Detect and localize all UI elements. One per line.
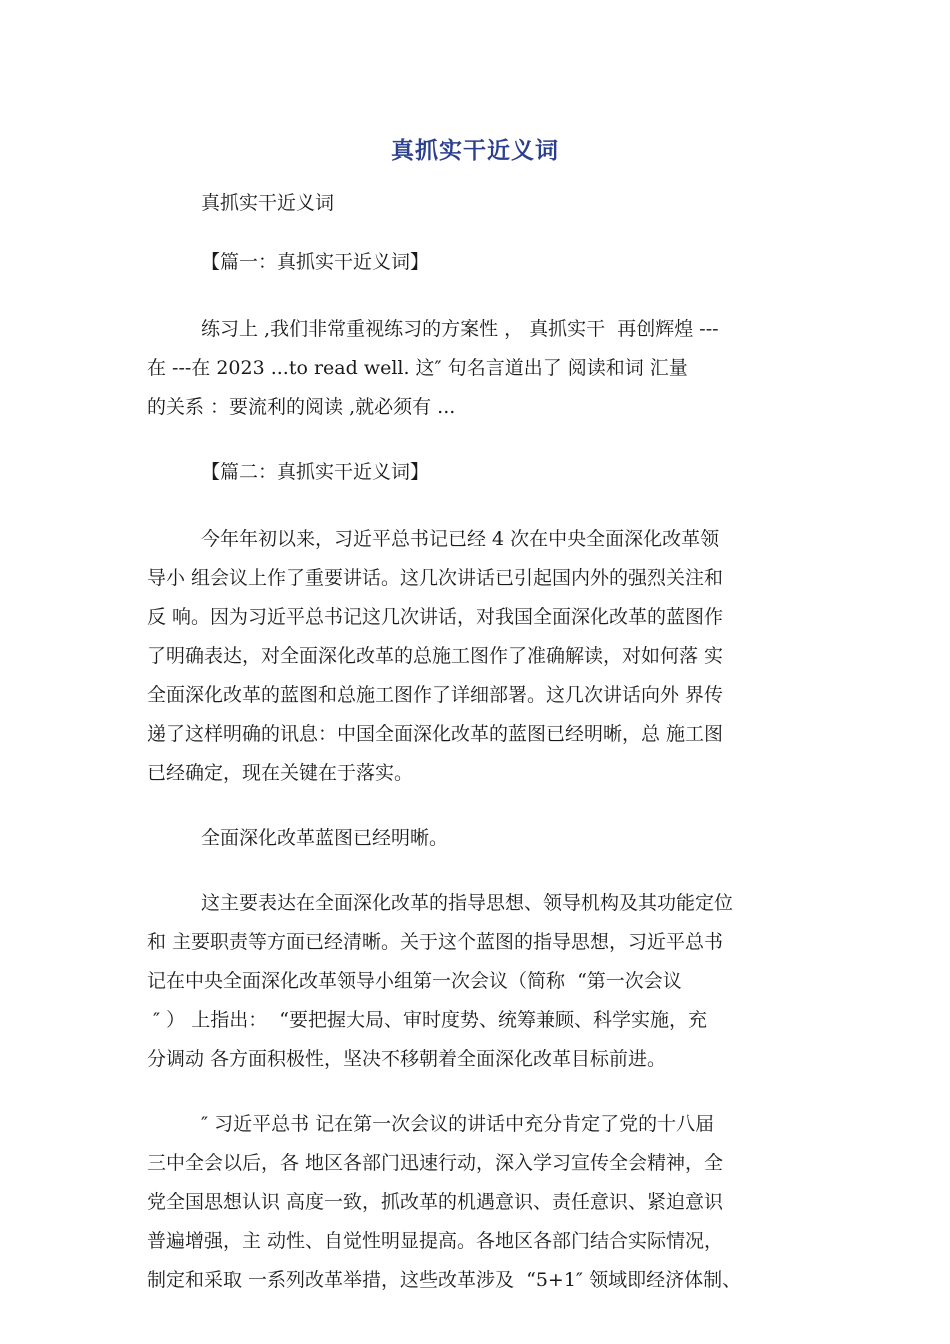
text-line: 普遍增强，主 动性、自觉性明显提高。各地区各部门结合实际情况， (147, 1230, 724, 1252)
paragraph (147, 184, 815, 223)
document-body (147, 184, 815, 1320)
text-line: 递了这样明确的讯息：中国全面深化改革的蓝图已经明晰，总 施工图 (147, 723, 724, 745)
text-line: 【篇二：真抓实干近义词】 (201, 461, 430, 483)
text-line: 全面深化改革的蓝图和总施工图作了详细部署。这几次讲话向外 界传 (147, 684, 724, 706)
text-line: 练习上 ,我们非常重视练习的方案性 ， 真抓实干 再创辉煌 --- (201, 318, 719, 340)
text-line: 记在中央全面深化改革领导小组第一次会议（简称 “第一次会议 (147, 970, 682, 992)
text-line: 制定和采取 一系列改革举措，这些改革涉及 “5+1″ 领域即经济体制、 (147, 1269, 742, 1291)
text-line: ″ ） 上指出： “要把握大局、审时度势、统筹兼顾、科学实施，充 (147, 1009, 708, 1031)
text-line: 真抓实干近义词 (201, 192, 335, 214)
document-title: 真抓实干近义词 (391, 138, 559, 164)
paragraph (147, 1105, 815, 1300)
paragraph (147, 243, 815, 282)
text-line: 已经确定，现在关键在于落实。 (147, 762, 414, 784)
text-line: 导小 组会议上作了重要讲话。这几次讲话已引起国内外的强烈关注和 (147, 567, 724, 589)
paragraph (147, 884, 815, 1079)
text-line: 的关系 ：要流利的阅读 ,就必须有 ... (147, 396, 456, 418)
text-line: 【篇一：真抓实干近义词】 (201, 251, 430, 273)
text-line: 反 响。因为习近平总书记这几次讲话，对我国全面深化改革的蓝图作 (147, 606, 724, 628)
text-line: 全面深化改革蓝图已经明晰。 (201, 827, 449, 849)
text-line: 了明确表达，对全面深化改革的总施工图作了准确解读，对如何落 实 (147, 645, 724, 667)
text-line: 这主要表达在全面深化改革的指导思想、领导机构及其功能定位 (201, 892, 734, 914)
text-line: 党全国思想认识 高度一致，抓改革的机遇意识、责任意识、紧迫意识 (147, 1191, 724, 1213)
paragraph (147, 520, 815, 793)
paragraph (147, 453, 815, 492)
paragraph (147, 819, 815, 858)
text-line: 在 ---在 2023 ...to read well. 这″ 句名言道出了 阅读和词 汇量 (147, 357, 688, 379)
text-line: 分调动 各方面积极性，坚决不移朝着全面深化改革目标前进。 (147, 1048, 667, 1070)
text-line: 和 主要职责等方面已经清晰。关于这个蓝图的指导思想，习近平总书 (147, 931, 724, 953)
text-line: ″ 习近平总书 记在第一次会议的讲话中充分肯定了党的十八届 (201, 1113, 715, 1135)
text-line: 三中全会以后，各 地区各部门迅速行动，深入学习宣传全会精神，全 (147, 1152, 724, 1174)
paragraph (147, 310, 815, 427)
text-line: 今年年初以来，习近平总书记已经 4 次在中央全面深化改革领 (201, 528, 720, 550)
